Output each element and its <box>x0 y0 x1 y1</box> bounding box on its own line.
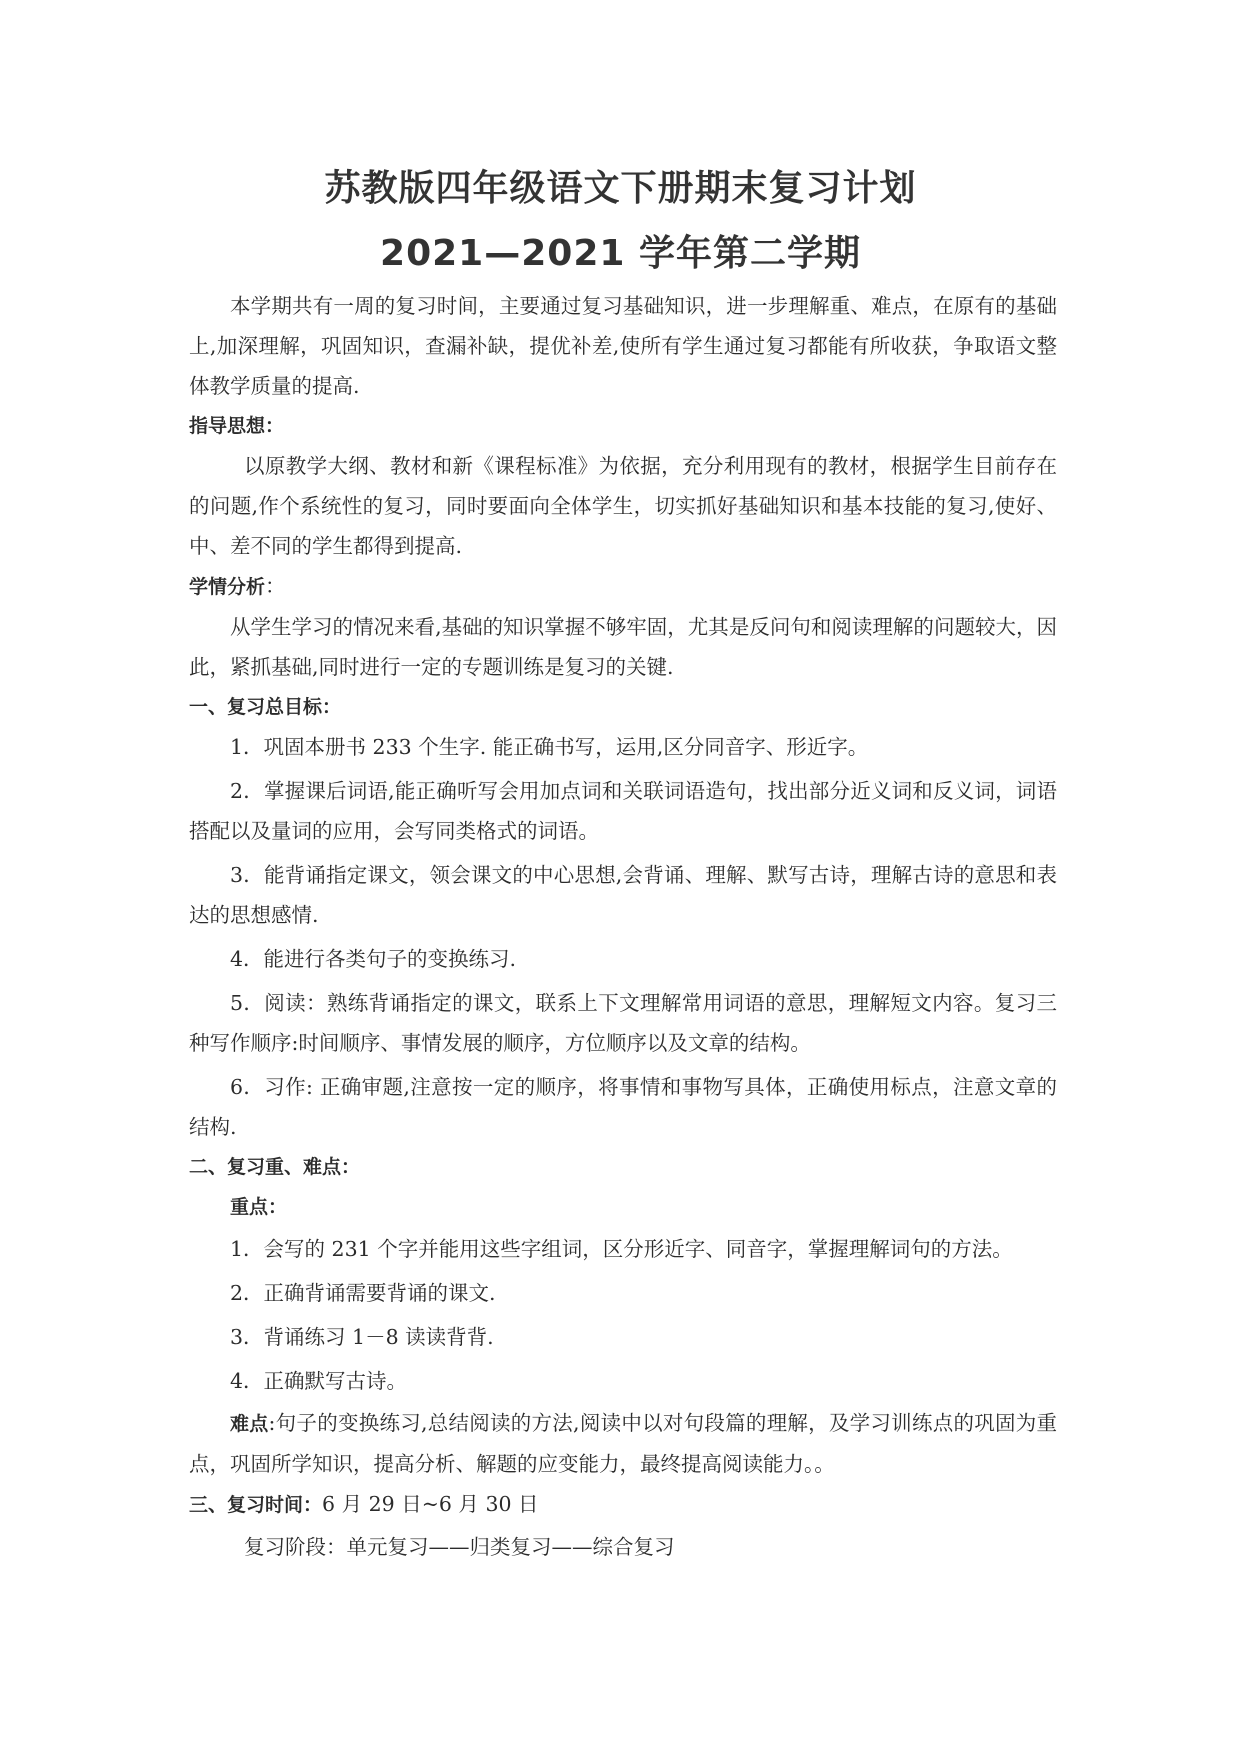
goal-item: 3．能背诵指定课文，领会课文的中心思想,会背诵、理解、默写古诗，理解古诗的意思和表达的思想感情. <box>189 863 1057 927</box>
document-title: 苏教版四年级语文下册期末复习计划 <box>324 168 917 209</box>
schedule-heading <box>189 1484 1057 1525</box>
guiding-paragraph: 以原教学大纲、教材和新《课程标准》为依据，充分利用现有的教材，根据学生目前存在的问题,作个系统性的复习，同时要面向全体学生，切实抓好基础知识和基本技能的复习,使好、中、差不同的学生都得到提高. <box>189 454 1057 558</box>
difficulty-paragraph <box>189 1403 1057 1484</box>
document-subtitle: 2021—2021 学年第二学期 <box>380 233 861 274</box>
analysis-heading-text: 学情分析 <box>189 576 266 598</box>
keypoint-item: 2．正确背诵需要背诵的课文. <box>230 1281 496 1305</box>
difficulty-text: :句子的变换练习,总结阅读的方法,阅读中以对句段篇的理解，及学习训练点的巩固为重点，巩固所学知识，提高分析、解题的应变能力，最终提高阅读能力。。 <box>189 1411 1057 1476</box>
analysis-paragraph: 从学生学习的情况来看,基础的知识掌握不够牢固，尤其是反问句和阅读理解的问题较大，因此，紧抓基础,同时进行一定的专题训练是复习的关键. <box>189 615 1057 679</box>
document-body <box>189 286 1057 1567</box>
goal-item: 1．巩固本册书 233 个生字. 能正确书写，运用,区分同音字、形近字。 <box>230 735 869 759</box>
goal-item: 5．阅读：熟练背诵指定的课文，联系上下文理解常用词语的意思，理解短文内容。复习三种写作顺序:时间顺序、事情发展的顺序，方位顺序以及文章的结构。 <box>189 991 1057 1055</box>
guiding-heading: 指导思想： <box>189 415 285 437</box>
difficulty-label: 难点 <box>230 1413 269 1435</box>
goals-heading: 一、复习总目标： <box>189 696 342 718</box>
analysis-heading-colon: ： <box>265 574 286 598</box>
analysis-heading <box>189 566 1057 607</box>
keypoint-item: 4．正确默写古诗。 <box>230 1369 408 1393</box>
schedule-stages: 复习阶段：单元复习——归类复习——综合复习 <box>244 1535 675 1559</box>
intro-paragraph: 本学期共有一周的复习时间，主要通过复习基础知识，进一步理解重、难点，在原有的基础上,加深理解，巩固知识，查漏补缺，提优补差,使所有学生通过复习都能有所收获，争取语文整体教学质量的提高. <box>189 294 1057 398</box>
keypoint-item: 1．会写的 231 个字并能用这些字组词，区分形近字、同音字，掌握理解词句的方法。 <box>230 1237 1013 1261</box>
keypoints-subheading: 重点： <box>230 1196 288 1218</box>
keypoints-heading: 二、复习重、难点： <box>189 1156 361 1178</box>
schedule-dates: 6 月 29 日~6 月 30 日 <box>322 1492 539 1516</box>
goal-item: 2．掌握课后词语,能正确听写会用加点词和关联词语造句，找出部分近义词和反义词，词语搭配以及量词的应用，会写同类格式的词语。 <box>189 779 1057 843</box>
goal-item: 4．能进行各类句子的变换练习. <box>230 947 517 971</box>
keypoint-item: 3．背诵练习 1－8 读读背背. <box>230 1325 494 1349</box>
goal-item: 6．习作: 正确审题,注意按一定的顺序，将事情和事物写具体，正确使用标点，注意文章的结构. <box>189 1075 1057 1139</box>
schedule-heading-text: 三、复习时间： <box>189 1494 323 1516</box>
